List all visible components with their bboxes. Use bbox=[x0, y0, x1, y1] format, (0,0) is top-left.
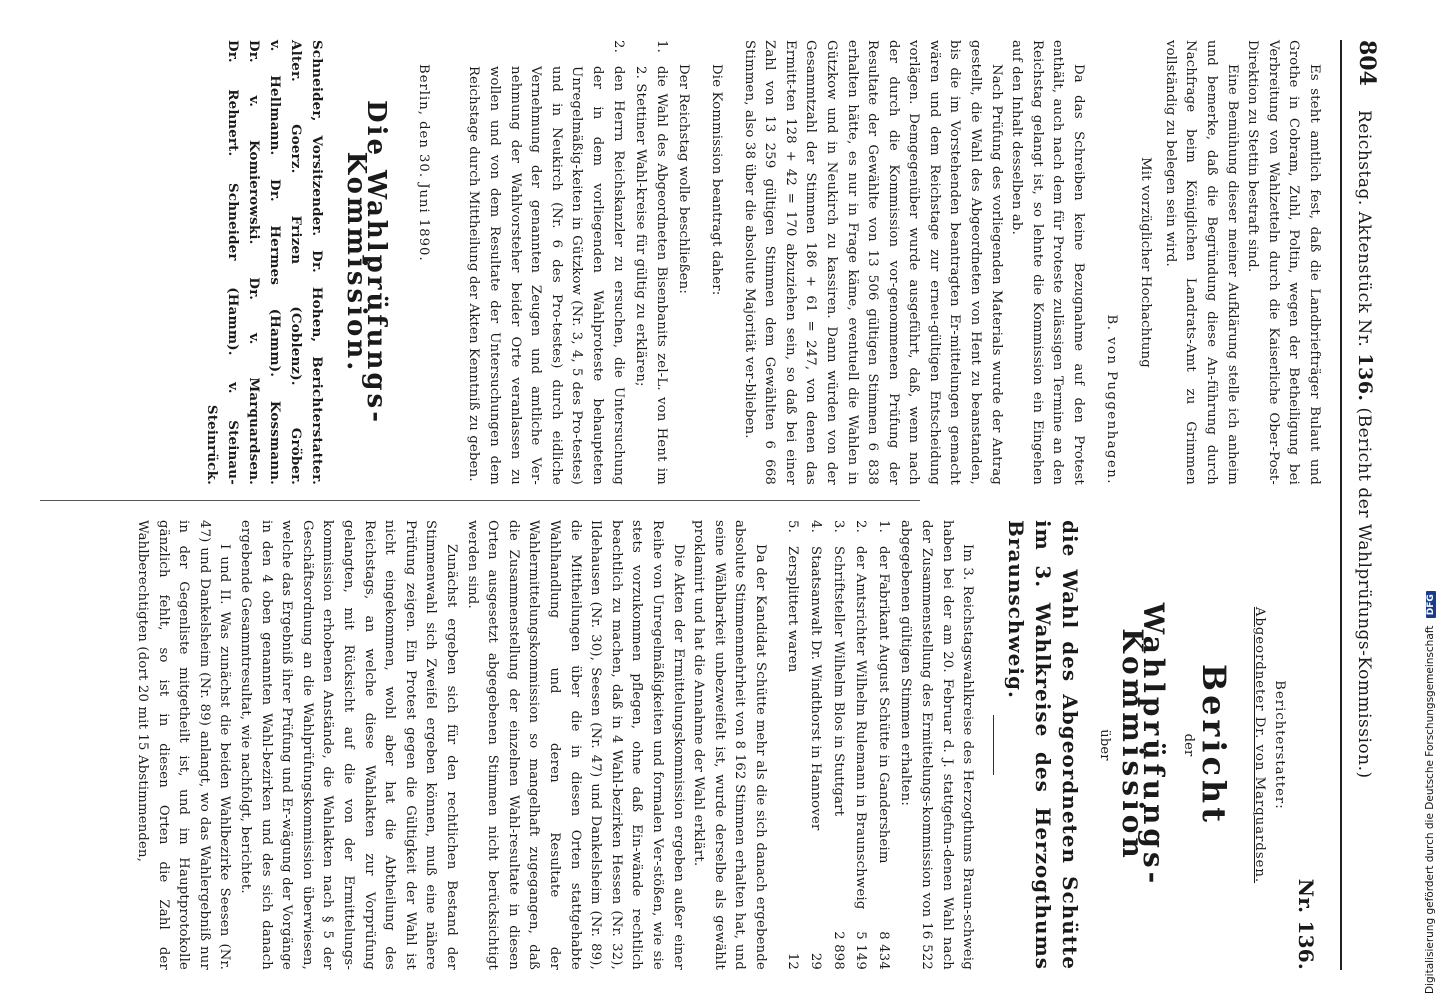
commission-title: Die Wahlprüfungs-Kommission. bbox=[340, 100, 392, 425]
candidate-row bbox=[827, 520, 848, 970]
running-subtitle: (Bericht der Wahlprüfungs-Kommission.) bbox=[1354, 407, 1374, 779]
candidate-name: Zersplittert waren bbox=[785, 546, 801, 673]
candidate-name: Schriftsteller Wilhelm Blos in Stuttgart bbox=[830, 546, 846, 817]
candidate-votes: 5 149 bbox=[853, 931, 869, 970]
candidate-votes: 8 434 bbox=[875, 931, 891, 970]
candidate-row bbox=[850, 520, 871, 970]
candidate-row bbox=[872, 520, 893, 970]
motion-text: den Herrn Reichskanzler zu ersuchen, die Untersuchung der in dem vorliegenden Wahlproteste behaupteten Unregelmäßig-keiten in Gützkow (Nr. 3, 4, 5 des Pro-testes) und in Neukirch (Nr. 6 des Pro-testes) durch eidliche Vernehmung der genannten Zeugen und amtliche Ver-nehmung der Wahlvorsteher beider Orte veranlassen zu wollen und von dem Resultate der Untersuchungen dem Reichstage durch Mittheilung der Akten Kenntniß zu geben. bbox=[466, 66, 626, 485]
member-line: Dr. v. Komierowski. Dr. v. Marquardsen. bbox=[246, 40, 263, 485]
commission-heading: Wahlprüfungs-Kommission bbox=[1116, 602, 1171, 888]
motion-item bbox=[630, 40, 671, 485]
candidate-name: der Amtsrichter Wilhelm Rulemann in Braunschweig bbox=[853, 546, 869, 910]
page-number: 804 bbox=[1354, 40, 1380, 86]
right-column bbox=[24, 520, 1324, 970]
member-line: Dr. Rehnert. Schneider (Hamm). v. Steinau- bbox=[225, 40, 242, 485]
candidate-number: 2. bbox=[853, 520, 869, 533]
document-number: Nr. 136. bbox=[1294, 878, 1318, 970]
member-line: Steinrück. bbox=[204, 404, 221, 485]
member-line: Alter. Goerz. Frizen (Coblenz). Gröber. bbox=[288, 40, 305, 485]
motion-intro: Die Kommission beantragt daher: bbox=[708, 64, 724, 296]
paragraph: I und II. Was zunächst die beiden Wahlbezirke Seesen (Nr. 47) und Dankelsheim (Nr. 89) anlangt, wo das Wahlergebniß nur in der Gegenliste mitgetheilt ist, und im Hauptprotokolle gänzlich fehlt, so ist in diesen Orten die Zahl der Wahlberechtigten (dort 20 mit 15 Abstimmenden, bbox=[135, 520, 233, 970]
letter-signature: B. von Puggenhagen. bbox=[1103, 314, 1119, 485]
credit-text bbox=[1424, 591, 1436, 994]
credit-label: Digitalisierung gefördert durch die Deutsche Forschungsgemeinschaft bbox=[1424, 625, 1436, 994]
connector-ueber: über bbox=[1096, 729, 1112, 761]
candidate-number: 5. bbox=[785, 520, 801, 533]
paragraph: Da das Schreiben keine Bezugnahme auf den Protest enthält, auch nach dem für Proteste zulässigen Termine an den Reichstag gelangt ist, so lehnte die Kommission ein Eingehen auf den Inhalt desselben ab. bbox=[1009, 40, 1087, 485]
dfg-logo: DFG bbox=[1426, 591, 1436, 618]
member-line: Schneider, Vorsitzender. Dr. Hohen, Berichterstatter. bbox=[309, 40, 326, 485]
letter-closing: Mit vorzüglicher Hochachtung bbox=[1138, 157, 1154, 368]
member-line: v. Hellmann. Dr. Hermes (Hamm). Kossmann. bbox=[267, 40, 284, 485]
heading-rule bbox=[993, 715, 994, 775]
paragraph: Es steht amtlich fest, daß die Landbriefträger Bulaut und Grothe in Cobram, Zuhl, Poltin, wegen der Betheiligung bei Verbreitung von Wahlzetteln durch die Kaiserliche Ober-Post-Direktion zu Stettin bestraft sind. bbox=[1245, 40, 1322, 485]
paragraph: Nach Prüfung des vorliegenden Materials wurde der Antrag gestellt, die Wahl des Abgeordneten von Hent zu beanstanden, bis die im Vorstehenden beantragten Er-mittelungen gemacht wären und dem Reichstage zur erneu-gültigen Entscheidung vorlägen. Demgegenüber wurde ausgeführt, daß, wenn nach der durch die Kommission vor-genommenen Prüfung der Resultate der Gewählte von 13 506 gültigen Stimmen 6 838 erhalten hätte, es nur in Frage käme, eventuell die Wahlen in Gützkow und in Neukirch zu kassiren. Dann würden von der Gesammtzahl der Stimmen 186 + 61 = 247, von denen das Ermitt-ten 128 + 42 = 170 abzuziehen sein, so daß bei einer Zahl von 13 259 gültigen Stimmen dem Gewählten 6 668 Stimmen, also 38 über die absolute Majorität ver-blieben. bbox=[741, 40, 1004, 485]
report-title: Bericht bbox=[1195, 664, 1234, 826]
paragraph: Die Akten der Ermittelungskommission ergeben außer einer Reihe von Unregelmäßigkeiten und formalen Ver-stößen, wie sie stets vorzukommen pflegen, ohne daß Ein-wände rechtlich beachtlich zu machen, daß in 4 Wahl-bezirken Hessen (Nr. 32), Ildehausen (Nr. 30), Seesen (Nr. 47) und Dankelsheim (Nr. 89), die Mittheilungen über die in diesen Orten stattgehabte Wahlhandlung und deren Resultate der Wahlermittelungskommission so mangelhaft zugegangen, daß die Zusammenstellung der einzelnen Wahl-resultate in diesen Orten ausgesetzt abgegebenen Stimmen nicht berücksichtigt werden sind. bbox=[464, 520, 686, 970]
running-title-text: Reichstag. Aktenstück Nr. bbox=[1354, 110, 1374, 348]
running-title bbox=[1354, 110, 1376, 779]
candidate-number: 3. bbox=[830, 520, 846, 533]
reporter-name: Abgeordneter Dr. von Marquardsen. bbox=[1251, 606, 1267, 884]
reporter-label: Berichterstatter: bbox=[1272, 680, 1288, 810]
candidate-number: 4. bbox=[808, 520, 824, 533]
digitization-credit bbox=[1402, 0, 1436, 1000]
running-header bbox=[1340, 40, 1382, 970]
report-subject: die Wahl des Abgeordneten Schütte im 3. Wahlkreise des Herzogthums Braunschweig. bbox=[1004, 520, 1083, 970]
candidate-row bbox=[805, 520, 826, 970]
running-number: 136. bbox=[1354, 353, 1376, 402]
paragraph: Da der Kandidat Schütte mehr als die sich danach ergebende absolute Stimmenmehrheit von 8 162 Stimmen erhalten hat, und seine Wählbarkeit unbezweifelt ist, wurde derselbe als gewählt proklamirt und hat die Annahme der Wahl erklärt. bbox=[691, 520, 768, 970]
motion-lead: Der Reichstag wolle beschließen: bbox=[676, 64, 692, 295]
motion-number: 1. bbox=[653, 40, 669, 53]
dateline: Berlin, den 30. Juni 1890. bbox=[415, 64, 431, 262]
candidate-number: 1. bbox=[875, 520, 891, 533]
candidate-row bbox=[782, 520, 803, 970]
paragraph: Zunächst ergeben sich für den rechtlichen Bestand der Stimmenwahl sich Zweifel ergeben können, muß eine nähere Prüfung zeigen. Ein Protest gegen die Gültigkeit der Wahl ist nicht eingekommen, wohl aber hat die Abtheilung des Reichstags, an welche diese Wahlakten zur Vorprüfung gelangten, mit Rücksicht auf die von der Ermittelungs-kommission erhobenen Anstände, die Wahlakten nach § 5 der Geschäftsordnung an die Wahlprüfungskommission überwiesen, welche das Ergebniß ihrer Prüfung und Er-wägung der Vorgänge in den 4 oben genannten Wahl-bezirken und des sich danach ergebende Gesammtresultat, wie nachfolgt, berichtet. bbox=[238, 520, 459, 970]
paragraph: Im 3. Reichstagswahlkreise des Herzogthums Braun-schweig haben bei der am 20. Februar d. J. stattgefun-denen Wahl nach der Zusammenstellung des Ermittelungs-kommission von 16 522 abgegebenen gültigen Stimmen erhalten: bbox=[898, 520, 976, 970]
left-column bbox=[24, 40, 1324, 485]
member-list bbox=[201, 40, 327, 485]
paragraph: Eine Bemühung dieser meiner Aufklärung stelle ich anheim und bemerke, daß die Begründung diese An-führung durch Nachfrage beim Königlichen Landrats-Amt zu Grimmen vollständig zu belegen sein wird. bbox=[1162, 40, 1240, 485]
motion-number: 2. bbox=[610, 40, 626, 53]
candidate-votes: 2 898 bbox=[830, 931, 846, 970]
connector-der: der bbox=[1180, 733, 1196, 757]
column-divider bbox=[40, 500, 920, 501]
candidate-votes: 12 bbox=[785, 952, 801, 970]
candidate-name: der Fabrikant August Schütte in Gandersheim bbox=[875, 546, 891, 864]
candidate-name: Staatsanwalt Dr. Windthorst in Hannover bbox=[808, 546, 824, 831]
candidate-votes: 29 bbox=[808, 952, 824, 970]
motion-item bbox=[463, 40, 628, 485]
motion-text: die Wahl des Abgeordneten Bisenbanits zel-L. von Hent im 2. Stettiner Wahl-kreise für gültig zu erklären; bbox=[633, 66, 669, 485]
